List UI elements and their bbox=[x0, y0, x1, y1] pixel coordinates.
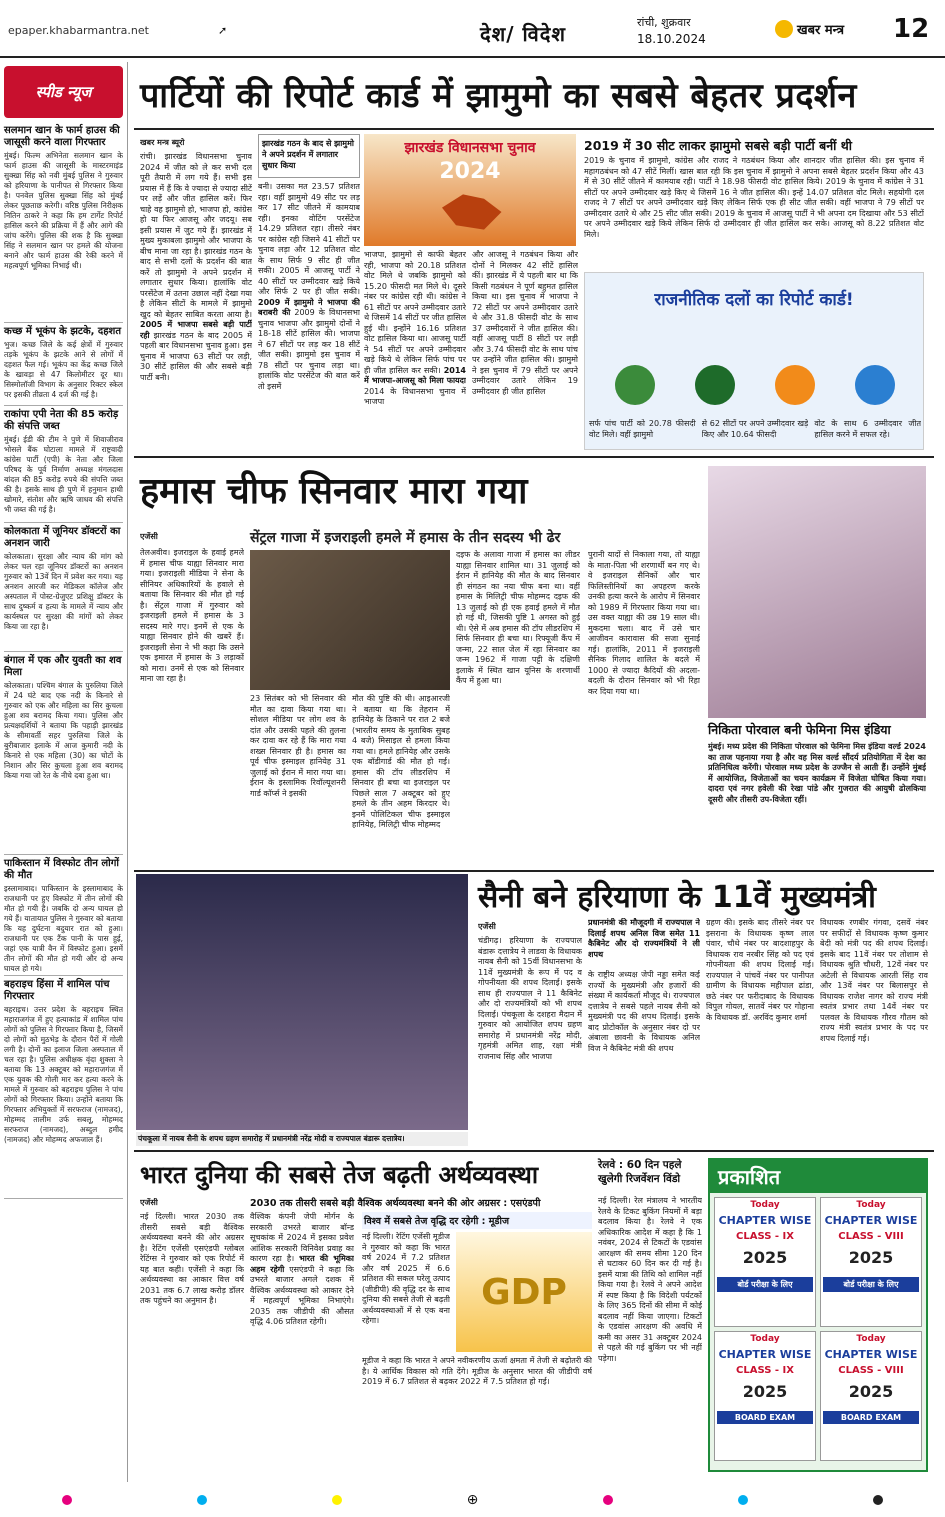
ad-title: प्रकाशित bbox=[710, 1160, 926, 1193]
speed-news-item bbox=[4, 122, 123, 323]
book-brand: Today bbox=[856, 1334, 886, 1344]
page-number: 12 bbox=[893, 14, 930, 44]
book-tag: बोर्ड परीक्षा के लिए bbox=[717, 1277, 813, 1292]
story3-col2: के राष्ट्रीय अध्यक्ष जेपी नड्डा समेत कई राज्यों के मुख्यमंत्री और हजारों की संख्या में कार्यकर्ता मौजूद थे। राज्यपाल दत्तात्रेय ने सबसे पहले नायब सैनी को मुख्यमंत्री पद की शपथ दिलाई। इसके बाद प्रोटोकॉल के अनुसार नंबर दो पर अंबाला छावनी के विधायक अनिल विज ने कैबिनेट मंत्री की शपथ bbox=[588, 970, 700, 1053]
register-dot-icon bbox=[873, 1495, 883, 1505]
speed-news-body: इस्लामाबाद। पाकिस्तान के इस्लामाबाद के राजधानी पर हुए विस्फोट में तीन लोगों की मौत हो गयी है। जबकि दो अन्य घायल हो गये हैं। यातायात पुलिस ने गुरुवार को बताया कि यह दुर्घटना बदुयार रात को हुआ। राजधानी पर एक टैंक पानी के पास हुई, जहां एक यात्री वैन में विस्फोट हुआ। इसमें तीन लोगों की मौत हो गयी और दो अन्य घायल हो गये। bbox=[4, 884, 123, 972]
story2-subhead: सेंट्रल गाजा में इजराइली हमले में हमास के तीन सदस्य भी ढेर bbox=[250, 530, 561, 546]
speed-news-logo: स्पीड न्यूज bbox=[4, 66, 123, 118]
book-title: CHAPTER WISE bbox=[824, 1348, 918, 1361]
masthead bbox=[0, 0, 945, 58]
book-year: 2025 bbox=[742, 1248, 788, 1267]
speed-news-body: भुज। कच्छ जिले के कई क्षेत्रों में गुरुवार तड़के भूकंप के झटके आने से लोगों में दहशत फैल गई। भूकंप का केंद्र कच्छ जिले के खावड़ा से 47 किलोमीटर दूर था। सिस्मोलॉजी विभाग के अनुसार रिक्टर स्केल पर इसकी तीव्रता 4 दर्ज की गई है। bbox=[4, 340, 123, 399]
speed-news-body: मुंबई। ईडी की टीम ने पुणे में शिवाजीराव भोसले बैंक घोटाला मामले में राष्ट्रवादी कांग्रेस पार्टी (एपी) के नेता और जिला परिषद के पूर्व निर्माण अध्यक्ष मंगलदास बांदल की 85 करोड़ रुपये की संपत्ति जब्त की है। इसके साथ ही पुणे में हनुमान हाथी खोमारे, संतोश और ऋषि जाधव की संपत्ति भी जब्त की गई है। bbox=[4, 435, 123, 514]
jharkhand-election-banner bbox=[364, 134, 576, 246]
speed-news-body: कोलकाता। पश्चिम बंगाल के पुरुलिया जिले में 24 घंटे बाद एक नदी के किनारे से गुरुवार को एक और महिला का सिर कुचला हुआ शव बरामद किया गया। पुलिस और प्रत्यक्षदर्शियों ने बताया कि पहाड़ी झारखंड के सीमावर्ती सहर पुरुलिया जिले के बुरीबाजार इलाके में आज कुमारी नदी के किनारे से एक महिला (30) का चोटों के निशान और सिर कुचला हुआ शव बरामद किया गया जो रेत के नीचे दबा हुआ था। bbox=[4, 681, 123, 780]
book-brand: Today bbox=[750, 1200, 780, 1210]
book-cover[interactable] bbox=[820, 1197, 922, 1327]
speed-news-body: कोलकाता। सुरक्षा और न्याय की मांग को लेकर चल रहा जूनियर डॉक्टरों का अनशन गुरुवार को 13वें दिन में प्रवेश कर गया। यह अनशन आरजी कर मेडिकल कॉलेज और अस्पताल में पोस्ट-ग्रेजुएट प्रशिक्षु डॉक्टर के साथ दुष्कर्म व हत्या के मामले में न्याय और कार्यस्थल पर सुरक्षा की मांगों को लेकर किया जा रहा है। bbox=[4, 552, 123, 631]
book-tag: BOARD EXAM bbox=[823, 1411, 919, 1424]
cursor-icon: ➚ bbox=[218, 24, 228, 37]
party-logos bbox=[595, 365, 915, 409]
story1-byline: खबर मन्त्र ब्यूरो bbox=[140, 138, 185, 147]
congress-logo-icon bbox=[855, 365, 895, 405]
story4-col3b: मूडीज ने कहा कि भारत ने अपने नवीकरणीय ऊर्जा क्षमता में तेजी से बढ़ोतरी की है। ये आर्थिक विकास को गति देंगे। मूडीज के अनुसार भारत की जीडीपी वर्ष 2019 में 6.7 प्रतिशत से बढ़कर 2022 में 7.5 प्रतिशत हो गई। bbox=[362, 1356, 592, 1386]
book-year: 2025 bbox=[848, 1248, 894, 1267]
register-dot-icon bbox=[62, 1495, 72, 1505]
register-dot-icon bbox=[738, 1495, 748, 1505]
book-class: CLASS - VIII bbox=[838, 1365, 904, 1376]
story2-col5: पुरानी यादों से निकाला गया, तो याह्या के माता-पिता भी शरणार्थी बन गए थे। वे इजराइल सैनिकों और चार फिलिस्तीनियों का अपहरण करके उनकी हत्या करने के आरोप में सिनवार को 1989 में गिरफ्तार किया गया था। उस वक्त याह्या की उम्र 19 साल थी। मुकदमा चला। बाद में उसे चार आजीवन कारावास की सजा सुनाई गई। हालांकि, 2011 में इजराइली सैनिक गिलाद शालित के बदले में 1000 से ज्यादा कैदियों की अदला-बदली के दौरान सिनवार को भी रिहा कर दिया गया था। bbox=[588, 550, 700, 696]
speed-news-title: बहराइच हिंसा में शामिल पांच गिरफ्तार bbox=[4, 979, 110, 1002]
story5-col1: नई दिल्ली। रेल मंत्रालय ने भारतीय रेलवे के टिकट बुकिंग नियमों में बड़ा बदलाव किया है। रेलवे ने एक अधिकारिक आदेश में कहा है कि 1 नवंबर, 2024 से टिकटों के एडवांस आरक्षण की समय सीमा 120 दिन से घटाकर 60 दिन कर दी गई है। इसमें यात्रा की तिथि को शामिल नहीं किया गया है। रेलवे ने अपने आदेश में स्पष्ट किया है कि विदेशी पर्यटकों के लिए 365 दिनों की सीमा में कोई बदलाव नहीं किया जाएगा। टिकटों के एडवांस आरक्षण की अवधि में कमी का असर 31 अक्टूबर 2024 से पहले की गई बुकिंग पर भी नहीं पड़ेगा। bbox=[598, 1196, 702, 1363]
oath-photo-caption: पंचकूला में नायब सैनी के शपथ ग्रहण समारोह में प्रधानमंत्री नरेंद्र मोदी व राज्यपाल बंडारू दत्तात्रेय। bbox=[136, 1132, 468, 1146]
book-year: 2025 bbox=[848, 1382, 894, 1401]
book-title: CHAPTER WISE bbox=[718, 1214, 812, 1227]
speed-news-title: कच्छ में भूकंप के झटके, दहशत bbox=[4, 326, 122, 337]
jharkhand-map-icon bbox=[435, 190, 505, 234]
register-dot-icon bbox=[197, 1495, 207, 1505]
story1-right-body: 2019 के चुनाव में झामुमो, कांग्रेस और राजद ने गठबंधन किया और शानदार जीत हासिल की। इस चुनाव में महागठबंधन को 47 सीटें मिलीं। खास बात रही कि इस चुनाव में झामुमो ने अपना सबसे बेहतर प्रदर्शन किया और 43 में से 30 सीटें जीतने में कामयाब रही। पार्टी ने 18.98 फीसदी वोट हासिल किये। 2019 के चुनाव में कांग्रेस ने 31 सीटों पर अपने उम्मीदवार खड़े किए थे जिसमें 16 ने जीत हासिल की। इन्हें 14.07 प्रतिशत वोट मिले। सहयोगी दल राजद ने 7 सीटों पर अपने उम्मीदवार खड़े किए लेकिन सिर्फ एक ही सीट जीत सकी। वहीं भाजपा ने 79 सीटों पर उम्मीदवार उतारे थे और 25 सीट जीत सकी। 2019 के चुनाव में आजसू पार्टी ने भी अपना दम दिखाया और 53 सीटों पर अपने उम्मीदवार खड़े किये लेकिन सिर्फ दो उम्मीदवार ही जीत हासिल कर सके। आजसू को 8.22 प्रतिशत वोट मिले। bbox=[584, 156, 924, 239]
book-title: CHAPTER WISE bbox=[824, 1214, 918, 1227]
story1-col2: बनी। उसका मत 23.57 प्रतिशत रहा। वहीं झामुमो 49 सीट पर लड़ कर 17 सीट जीतने में कामयाब रही। इनका वोटिंग परसेंटेज 14.29 प्रतिशत रहा। तीसरे नंबर पर कांग्रेस रही जिसने 41 सीटों पर चुनाव लड़ा और 12 प्रतिशत वोट के साथ सिर्फ 9 सीट ही जीत सकी। 2005 में आजसू पार्टी ने 40 सीटों पर उम्मीदवार खड़े किये और सिर्फ 2 पर ही जीत सकी। 2009 में झामुमो ने भाजपा की बराबरी की 2009 के विधानसभा चुनाव भाजपा और झामुमो दोनों ने 18-18 सीटें हासिल की। भाजपा ने 67 सीटों पर लड़ कर 18 सीटें जीत सकी। झामुमो इस चुनाव में 78 सीटों पर चुनाव लड़ा था। हालांकि वोट परसेंटेज की बात करें तो इसमें bbox=[258, 182, 360, 391]
book-brand: Today bbox=[750, 1334, 780, 1344]
story4-col3: नई दिल्ली। रेटिंग एजेंसी मूडीज ने गुरुवार को कहा कि भारत वर्ष 2024 में 7.2 प्रतिशत और वर्ष 2025 में 6.6 प्रतिशत की सकल घरेलू उत्पाद (जीडीपी) की वृद्धि दर के साथ दुनिया की सबसे तेजी से बढ़ती अर्थव्यवस्थाओं में से एक बना रहेगा। bbox=[362, 1232, 450, 1325]
story1-right-head: 2019 में 30 सीट लाकर झामुमो सबसे बड़ी पार्टी बनीं थी bbox=[584, 138, 852, 153]
jmm-logo-icon bbox=[695, 365, 735, 405]
book-cover[interactable] bbox=[714, 1197, 816, 1327]
footer-register-marks bbox=[0, 1490, 945, 1510]
story2-col1: तेलअवीव। इजराइल के हवाई हमले में हमास चीफ याह्या सिनवार मारा गया। इजराइली मीडिया ने सेना के सीनियर अधिकारियों के हवाले से बताया कि सिनवार की मौत हो गई है। सेंट्रल गाजा में गुरुवार को इजराइली हमले में हमास के 3 सदस्य मारे गए। इनमें से एक के याह्या सिनवार होने की खबरें हैं। इजराइली सेना ने भी कहा कि उसने एक इमारत में हमास के 3 लड़ाकों को मारा। उनमें से एक को सिनवार माना जा रहा है। bbox=[140, 548, 244, 683]
gdp-graphic bbox=[456, 1232, 592, 1352]
story5-headline: रेलवे : 60 दिन पहले खुलेगी रिजर्वेशन विंडो bbox=[598, 1159, 682, 1185]
speed-news-column bbox=[0, 62, 128, 1482]
story4-col1: नई दिल्ली। भारत 2030 तक तीसरी सबसे बड़ी वैश्विक अर्थव्यवस्था बनने की ओर अग्रसर है। रेटिंग एजेंसी एसएंडपी ग्लोबल रेटिंग्स ने गुरुवार को एक रिपोर्ट में यह बात कही। एजेंसी ने कहा कि अर्थव्यवस्था का आकार वित्त वर्ष 2031 तक 6.7 लाख करोड़ डॉलर तक पहुंचने का अनुमान है। bbox=[140, 1212, 244, 1305]
ajsu-logo-icon bbox=[615, 365, 655, 405]
hamas-photo bbox=[250, 550, 450, 690]
story2-col3: मौत की पुष्टि की थी। आइआरजी ने बताया था कि तेहरान में हानियेह के ठिकाने पर रात 2 बजे (भारतीय समय के मुताबिक सुबह 4 बजे) मिसाइल से हमला किया गया था। हमले हानियेह और उसके एक बॉडीगार्ड की मौत हो गई। हमास की टॉप लीडरशिप में सिनवार ही बचा था इजराइल पर पिछले साल 7 अक्टूबर को हुए हमले के तीन अहम किरदार थे। इनमें पोलिटिकल चीफ इस्माइल हानियेह, मिलिट्री चीफ मोहम्मद bbox=[352, 694, 450, 829]
miss-india-headline: निकिता पोरवाल बनी फेमिना मिस इंडिया bbox=[708, 722, 891, 737]
report-card-graphic bbox=[584, 272, 924, 450]
story1-headline: पार्टियों की रिपोर्ट कार्ड में झामुमो का सबसे बेहतर प्रदर्शन bbox=[140, 76, 857, 116]
story2-col2: 23 सितंबर को भी सिनवार की मौत का दावा किया गया था। सोशल मीडिया पर लोग शव के दांत और उसकी पहले की तुलना कर दावा कर रहे हैं कि मारा गया शख्स सिनवार ही है। हमास का पूर्व चीफ इस्माइल हानियेह 31 जुलाई को ईरान में मारा गया था। ईरान के इस्लामिक रिवॉल्यूशनरी गार्ड कॉर्प्स ने इसकी bbox=[250, 694, 346, 798]
miss-india-photo bbox=[708, 466, 926, 718]
story4-subhead: 2030 तक तीसरी सबसे बड़ी वैश्विक अर्थव्यवस्था बनने की ओर अग्रसर : एसएंडपी bbox=[250, 1198, 541, 1209]
speed-news-item bbox=[4, 652, 123, 855]
story2-col4: दइफ के अलावा गाजा में हमास का लीडर याह्या सिनवार शामिल था। 31 जुलाई को ईरान में हानियेह की मौत के बाद सिनवार ही संगठन का नया चीफ बना था। वहीं हमास के मिलिट्री चीफ मोहम्मद दइफ की 13 जुलाई को ही एक हवाई हमले में मौत हो गई थी, जिसकी पुष्टि 1 अगस्त को हुई थी। ऐसे में अब हमास की टॉप लीडरशिप में सिर्फ सिनवार ही बचा था। रिफ्यूजी कैंप में जन्मा, 22 साल जेल में रहा सिनवार का जन्म 1962 में गाजा पट्टी के दक्षिणी इलाके में स्थित खान यूनिस के शरणार्थी कैंप में हुआ था। bbox=[456, 550, 580, 685]
brand-logo-icon bbox=[775, 20, 793, 38]
oath-ceremony-photo bbox=[136, 874, 468, 1130]
register-dot-icon bbox=[332, 1495, 342, 1505]
speed-news-body: बहराइच। उत्तर प्रदेश के बहराइच स्थित महाराजगंज में हुए हत्याकांड में शामिल पांच लोगों को पुलिस ने गिरफ्तार किया है, जिसमें दो लोगों को मुठभेड़ के दौरान पैरों में गोली लगी है। दोनों का इलाज जिला अस्पताल में चल रहा है। पुलिस अधीक्षक वृंदा शुक्ला ने बताया कि 13 अक्टूबर को महाराजगंज में एक युवक की गोली मार कर हत्या करने के मामले में गुरुवार को बहराइच पुलिस ने पांच लोगों को गिरफ्तार किया। उन्होंने बताया कि गिरफ्तार अभियुक्तों में सरफराज (नामजद), मोहम्मद तालीम उर्फ सबलू, मोहम्मद सरफराज (नामजद), अब्दुल हमीद (नामजद) और मोहम्मद अफजाल हैं। bbox=[4, 1005, 123, 1144]
book-cover[interactable] bbox=[714, 1331, 816, 1461]
banner-title: झारखंड विधानसभा चुनाव bbox=[404, 140, 536, 156]
story1-col4: और आजसू ने गठबंधन किया और दोनों ने मिलकर 42 सीटें हासिल कीं। झारखंड में ये पहली बार था कि किसी गठबंधन ने पूर्ण बहुमत हासिल किया था। इस चुनाव में भाजपा ने 72 सीटों पर अपने उम्मीदवार उतारे थे और 31.8 फीसदी वोट के साथ 37 उम्मीदवारों ने जीत हासिल की। वहीं आजसू पार्टी 8 सीटों पर लड़ी और 3.74 फीसदी वोट के साथ पांच पर उन्होंने जीत हासिल की। झामुमो ने इस चुनाव में 79 सीटों पर अपने उम्मीदवार उतारे लेकिन 19 उम्मीदवार ही जीत हासिल bbox=[472, 250, 578, 396]
speed-news-title: बंगाल में एक और युवती का शव मिला bbox=[4, 655, 122, 678]
story1-col3: भाजपा, झामुमो से काफी बेहतर रही, भाजपा को 20.18 प्रतिशत वोट मिले थे जबकि झामुमो को 15.20 फीसदी मत मिले थे। दूसरे नंबर पर कांग्रेस रही थी। कांग्रेस ने 61 सीटों पर अपने उम्मीदवार उतारे थे जिसमें 14 सीटों पर जीत हासिल हुई थी। इन्होंने 16.16 प्रतिशत वोट हासिल किया था। आजसू पार्टी ने 54 सीटों पर अपने उम्मीदवार खड़े किये थे लेकिन सिर्फ पांच पर ही जीत हासिल कर सकी। 2014 में भाजपा-आजसू को मिला फायदा 2014 के विधानसभा चुनाव में भाजपा bbox=[364, 250, 466, 406]
speed-news-title: राकांपा एपी नेता की 85 करोड़ की संपत्ति जब्त bbox=[4, 409, 119, 432]
speed-news-title: पाकिस्तान में विस्फोट तीन लोगों की मौत bbox=[4, 858, 119, 881]
report-card-captions: सर्फ पांच पार्टी को 20.78 फीसदी वोट मिले। वहीं झामुमो से 62 सीटों पर अपने उम्मीदवार खड़े किए और 10.64 फीसदी वोट के साथ 6 उम्मीदवार जीत हासिल करने में सफल रहे। bbox=[589, 419, 922, 439]
story4-col2: वैश्विक कंपनी जेपी मोर्गन के सरकारी उभरते बाजार बॉन्ड सूचकांक में 2024 में इसका प्रवेश आंशिक सरकारी विनिवेश प्रवाह का कारण रहा है। भारत की भूमिका अहम रहेगी एसएंडपी ने कहा कि उभरते बाजार अगले दशक में वैश्विक अर्थव्यवस्था को आकार देने में महत्वपूर्ण भूमिका निभाएंगे। 2035 तक जीडीपी की औसत वृद्धि 4.06 प्रतिशत रहेगी। bbox=[250, 1212, 354, 1326]
book-class: CLASS - VIII bbox=[838, 1231, 904, 1242]
speed-news-title: सलमान खान के फार्म हाउस की जासूसी करने वाला गिरफ्तार bbox=[4, 125, 120, 148]
story4-headline: भारत दुनिया की सबसे तेज बढ़ती अर्थव्यवस्था bbox=[140, 1161, 539, 1189]
speed-news-item bbox=[4, 323, 123, 406]
bjp-logo-icon bbox=[775, 365, 815, 405]
speed-news-item bbox=[4, 976, 123, 1199]
speed-news-body: मुंबई। फिल्म अभिनेता सलमान खान के फार्म हाउस की जासूसी के मास्टरमाइंड सुक्खा सिंह को नवी मुंबई पुलिस ने गुरुवार को हरियाणा के पानीपत से गिरफ्तार किया है। पनवेल पुलिस सुक्खा सिंह को मुंबई लेकर पूछताछ करेगी। वरिष्ठ पुलिस निरीक्षक नितिन ठाकरे ने कहा कि हम टार्गेट रिपोर्ट हासिल करने की प्रक्रिया में हैं और आगे की जांच करेंगे। पुलिस की शक है कि सुक्खा सिंह ने सलमान खान पर हमले की योजना बनाने और फार्म हाउस की रेकी करने में महत्वपूर्ण भूमिका निभाई थी। bbox=[4, 151, 123, 270]
book-cover[interactable] bbox=[820, 1331, 922, 1461]
speed-news-title: कोलकाता में जूनियर डॉक्टरों का अनशन जारी bbox=[4, 526, 121, 549]
story3-col1: चंडीगढ़। हरियाणा के राज्यपाल बंडारू दत्तात्रेय ने लाडवा के विधायक नायब सैनी को 15वीं विधानसभा के 11वें मुख्यमंत्री के रूप में पद व गोपनीयता की शपथ दिलाई। इसके साथ ही राज्यपाल ने 11 कैबिनेट और दो राज्यमंत्रियों को भी शपथ दिलाई। पंचकूला के दशहरा मैदान में गुरुवार को आयोजित शपथ ग्रहण समारोह में प्रधानमंत्री नरेंद्र मोदी, गृहमंत्री अमित शाह, रक्षा मंत्री राजनाथ सिंह और भाजपा bbox=[478, 936, 582, 1061]
story3-agency: एजेंसी bbox=[478, 922, 496, 931]
moodys-box-head: विश्व में सबसे तेज वृद्धि दर रहेगी : मूडीज bbox=[362, 1212, 592, 1229]
book-tag: बोर्ड परीक्षा के लिए bbox=[823, 1277, 919, 1292]
register-crosshair-icon: ⊕ bbox=[466, 1492, 479, 1508]
book-year: 2025 bbox=[742, 1382, 788, 1401]
story3-subhead: प्रधानमंत्री की मौजूदगी में राज्यपाल ने दिलाई शपथ अनिल विज समेत 11 कैबिनेट और दो राज्यमंत्रियों ने ली शपथ bbox=[588, 918, 700, 959]
speed-news-item bbox=[4, 855, 123, 976]
story2-agency: एजेंसी bbox=[140, 532, 158, 541]
book-brand: Today bbox=[856, 1200, 886, 1210]
book-tag: BOARD EXAM bbox=[717, 1411, 813, 1424]
city-day: रांची, शुक्रवार bbox=[637, 16, 691, 29]
banner-year: 2024 bbox=[439, 159, 501, 184]
date: 18.10.2024 bbox=[637, 32, 706, 46]
story3-col3: ग्रहण की। इसके बाद तीसरे नंबर पर इसराना के विधायक कृष्ण लाल पंवार, चौथे नंबर पर बादशाहपुर के विधायक राव नरबीर सिंह को पद एवं गोपनीयता की शपथ दिलाई गई। राज्यपाल ने पांचवें नंबर पर पानीपत ग्रामीण के विधायक महीपाल ढांडा, छठे नंबर पर फरीदाबाद के विधायक विपुल गोयल, सातवें नंबर पर गोहाना के विधायक डॉ. अरविंद कुमार शर्मा bbox=[706, 918, 814, 1022]
book-title: CHAPTER WISE bbox=[718, 1348, 812, 1361]
gdp-label: GDP bbox=[481, 1271, 567, 1313]
story4-agency: एजेंसी bbox=[140, 1198, 158, 1207]
books-ad bbox=[708, 1158, 928, 1472]
speed-news-item bbox=[4, 523, 123, 652]
story3-headline: सैनी बने हरियाणा के 11वें मुख्यमंत्री bbox=[478, 880, 876, 915]
story2-headline: हमास चीफ सिनवार मारा गया bbox=[140, 471, 528, 512]
speed-news-item bbox=[4, 406, 123, 523]
story1-col1: रांची। झारखंड विधानसभा चुनाव 2024 में जीत को ले कर सभी दल पूरी तैयारी में लग गये हैं। सभी इस प्रयास में हैं कि वे ज्यादा से ज्यादा सीटें पर लड़ें और जीत हासिल करें। फिर चाहे वह झामुमो हो, भाजपा हो, कांग्रेस हो या फिर आजसू और जदयू। सब इसी प्रयास में जुट गये हैं। झारखंड में मुख्य मुकाबला झामुमो और भाजपा के बीच माना जा रहा है। झारखंड गठन के बाद से सभी दलों के प्रदर्शन की बात करें तो झामुमो ने अपने प्रदर्शन में लगातार सुधार किया। हालांकि वोट परसेंटेज में उतना उछाल नहीं देखा गया है लेकिन सीटों के मामले में झामुमो खुद को बेहतर साबित करता आया है। 2005 में भाजपा सबसे बड़ी पार्टी रही झारखंड गठन के बाद 2005 में पहली बार विधानसभा चुनाव हुआ। इस चुनाव में भाजपा 63 सीटों पर लड़ी, 30 सीटें हासिल की और सबसे बड़ी पार्टी बनी। bbox=[140, 152, 252, 382]
section-title: देश/ विदेश bbox=[480, 22, 567, 46]
miss-india-body: मुंबई। मध्य प्रदेश की निकिता पोरवाल को फेमिना मिस इंडिया वर्ल्ड 2024 का ताज पहनाया गया है और वह मिस वर्ल्ड सौंदर्य प्रतियोगिता में देश का प्रतिनिधित्व करेंगी। पोरवाल मध्य प्रदेश के उज्जैन से आती हैं। उन्होंने मुंबई में आयोजित, विजेताओं का चयन कार्यक्रम में विजेता घोषित किया गया। दादरा एवं नगर हवेली की रेखा पांडे और गुजरात की आयुषी ढोलकिया दूसरी और तीसरी उप-विजेता रहीं। bbox=[708, 742, 926, 804]
brand-name: खबर मन्त्र bbox=[797, 23, 845, 38]
report-card-title: राजनीतिक दलों का रिपोर्ट कार्ड! bbox=[654, 290, 854, 310]
book-class: CLASS - IX bbox=[736, 1365, 794, 1376]
story1-quote-box: झारखंड गठन के बाद से झामुमो ने अपने प्रदर्शन में लगातार सुधार किया bbox=[258, 134, 360, 178]
story3-col4: विधायक रणबीर गंगवा, दसवें नंबर पर सफीदों से विधायक कृष्ण कुमार बेदी को मंत्री पद की शपथ दिलाई। इसके बाद 11वें नंबर पर तोशाम से विधायक श्रुति चौधरी, 12वें नंबर पर अटेली से विधायक आरती सिंह राव और 13वें नंबर पर बिलासपुर से विधायक राजेश नागर को राज्य मंत्री स्वतंत्र प्रभार तथा 14वें नंबर पर पलवल के विधायक गौरव गौतम को राज्य मंत्री स्वतंत्र प्रभार के पद पर शपथ दिलाई गई। bbox=[820, 918, 928, 1043]
register-dot-icon bbox=[603, 1495, 613, 1505]
book-class: CLASS - IX bbox=[736, 1231, 794, 1242]
epaper-url[interactable]: epaper.khabarmantra.net bbox=[8, 24, 149, 37]
